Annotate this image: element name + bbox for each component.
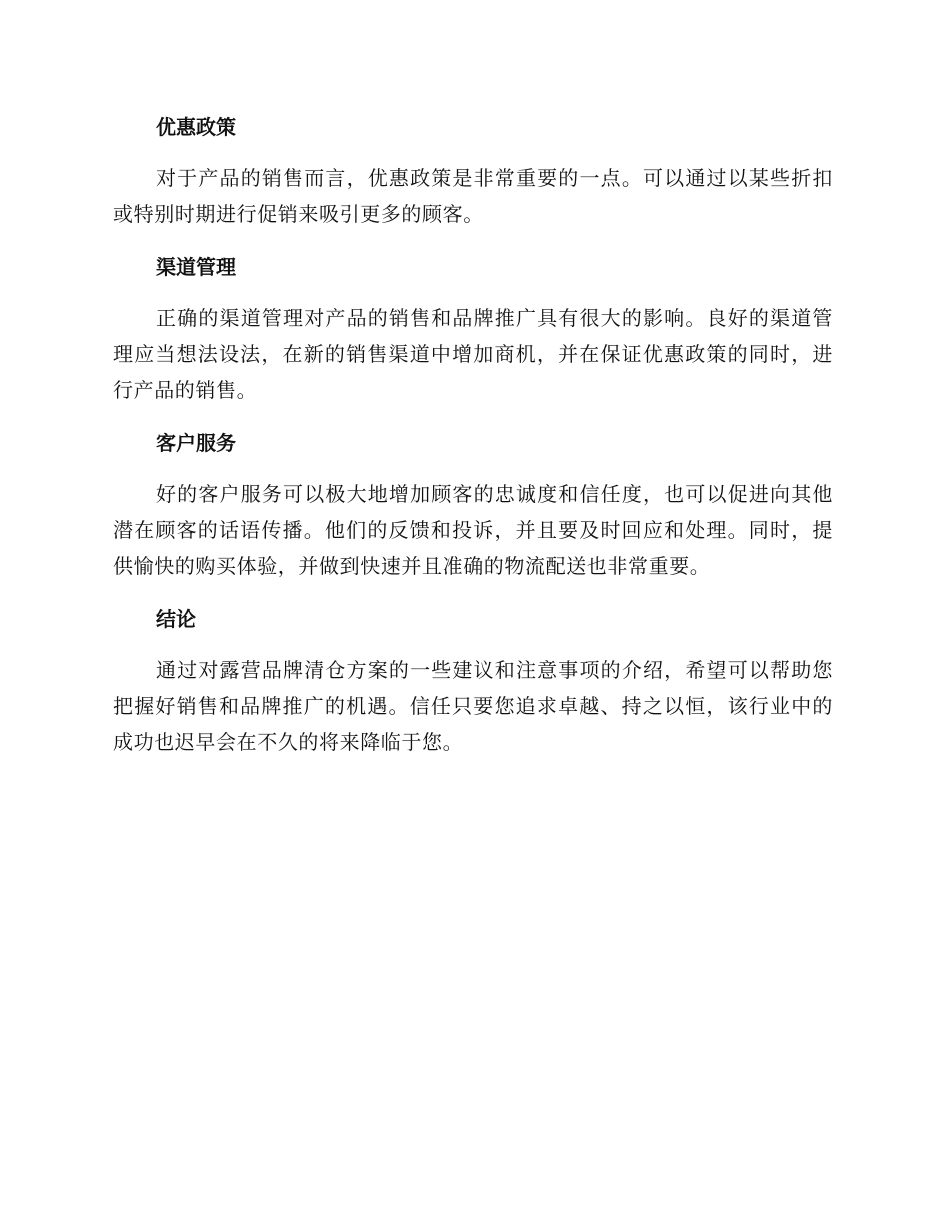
section-paragraph: 通过对露营品牌清仓方案的一些建议和注意事项的介绍，希望可以帮助您把握好销售和品牌推广的机遇。信任只要您追求卓越、持之以恒，该行业中的成功也迟早会在不久的将来降临于您。 [113, 658, 833, 754]
document-content [113, 110, 833, 778]
section-discount-policy [113, 110, 833, 232]
section-paragraph: 对于产品的销售而言，优惠政策是非常重要的一点。可以通过以某些折扣或特别时期进行促销来吸引更多的顾客。 [113, 166, 833, 226]
section-heading: 优惠政策 [156, 115, 236, 139]
section-heading: 渠道管理 [156, 255, 236, 279]
section-paragraph: 好的客户服务可以极大地增加顾客的忠诚度和信任度，也可以促进向其他潜在顾客的话语传播。他们的反馈和投诉，并且要及时回应和处理。同时，提供愉快的购买体验，并做到快速并且准确的物流配送也非常重要。 [113, 482, 833, 578]
section-heading: 客户服务 [156, 431, 236, 455]
section-channel-management [113, 250, 833, 408]
section-customer-service [113, 426, 833, 584]
section-paragraph: 正确的渠道管理对产品的销售和品牌推广具有很大的影响。良好的渠道管理应当想法设法，在新的销售渠道中增加商机，并在保证优惠政策的同时，进行产品的销售。 [113, 306, 833, 402]
section-heading: 结论 [156, 607, 196, 631]
section-conclusion [113, 602, 833, 760]
